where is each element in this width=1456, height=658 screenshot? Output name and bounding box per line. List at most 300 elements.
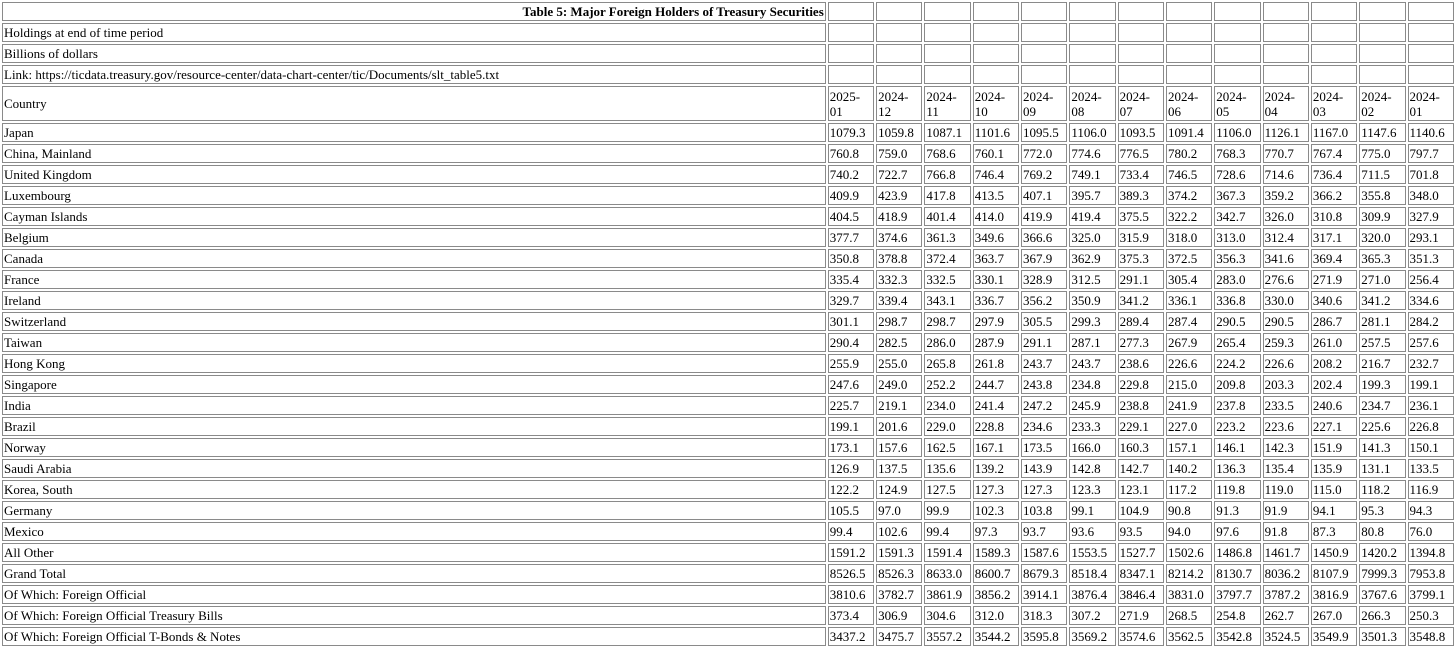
country-name: Mexico [2, 522, 826, 541]
holding-value: 143.9 [1021, 459, 1067, 478]
holding-value: 209.8 [1214, 375, 1260, 394]
holding-value: 1591.4 [924, 543, 970, 562]
period-header-part: 2024- [926, 88, 957, 104]
holding-value: 409.9 [828, 186, 874, 205]
empty-cell [1166, 23, 1212, 42]
holding-value: 123.3 [1069, 480, 1115, 499]
empty-cell [1118, 2, 1164, 21]
table-row [2, 606, 1454, 625]
holding-value: 760.8 [828, 144, 874, 163]
holding-value: 99.4 [828, 522, 874, 541]
empty-cell [1311, 2, 1357, 21]
holding-value: 90.8 [1166, 501, 1212, 520]
table-row [2, 375, 1454, 394]
period-header-part: 02 [1361, 103, 1375, 119]
holding-value: 775.0 [1359, 144, 1405, 163]
holding-value: 223.2 [1214, 417, 1260, 436]
holding-value: 291.1 [1021, 333, 1067, 352]
empty-cell [1359, 23, 1405, 42]
country-name: Grand Total [2, 564, 826, 583]
holding-value: 341.2 [1118, 291, 1164, 310]
holding-value: 423.9 [876, 186, 922, 205]
holding-value: 3501.3 [1359, 627, 1405, 646]
holding-value: 173.1 [828, 438, 874, 457]
holding-value: 249.0 [876, 375, 922, 394]
holding-value: 374.6 [876, 228, 922, 247]
holding-value: 407.1 [1021, 186, 1067, 205]
holding-value: 102.3 [973, 501, 1019, 520]
holding-value: 359.2 [1263, 186, 1309, 205]
holding-value: 266.3 [1359, 606, 1405, 625]
holding-value: 3816.9 [1311, 585, 1357, 604]
holding-value: 1059.8 [876, 123, 922, 142]
holding-value: 1147.6 [1359, 123, 1405, 142]
table-row [2, 144, 1454, 163]
holding-value: 327.9 [1408, 207, 1454, 226]
period-header-part: 2024- [1216, 88, 1247, 104]
holding-value: 341.6 [1263, 249, 1309, 268]
holding-value: 335.4 [828, 270, 874, 289]
period-header-part: 2024- [1312, 88, 1344, 104]
holding-value: 93.6 [1069, 522, 1115, 541]
holding-value: 356.3 [1214, 249, 1260, 268]
holding-value: 227.1 [1311, 417, 1357, 436]
holding-value: 240.6 [1311, 396, 1357, 415]
holding-value: 372.4 [924, 249, 970, 268]
empty-cell [828, 44, 874, 63]
holding-value: 8130.7 [1214, 564, 1260, 583]
table-title: Table 5: Major Foreign Holders of Treasury Securities [2, 2, 826, 21]
period-header-part: 03 [1312, 103, 1326, 119]
holding-value: 265.8 [924, 354, 970, 373]
holding-value: 289.4 [1118, 312, 1164, 331]
holding-value: 8679.3 [1021, 564, 1067, 583]
table-row [2, 354, 1454, 373]
holding-value: 1502.6 [1166, 543, 1212, 562]
holding-value: 8107.9 [1311, 564, 1357, 583]
table-row [2, 417, 1454, 436]
holding-value: 8518.4 [1069, 564, 1115, 583]
holding-value: 94.1 [1311, 501, 1357, 520]
holding-value: 208.2 [1311, 354, 1357, 373]
holding-value: 780.2 [1166, 144, 1212, 163]
holding-value: 229.0 [924, 417, 970, 436]
holding-value: 1106.0 [1069, 123, 1115, 142]
holding-value: 301.1 [828, 312, 874, 331]
holding-value: 373.4 [828, 606, 874, 625]
empty-cell [973, 44, 1019, 63]
holding-value: 203.3 [1263, 375, 1309, 394]
holding-value: 8347.1 [1118, 564, 1164, 583]
holding-value: 711.5 [1359, 165, 1405, 184]
holding-value: 8214.2 [1166, 564, 1212, 583]
holding-value: 282.5 [876, 333, 922, 352]
empty-cell [1359, 2, 1405, 21]
empty-cell [1311, 23, 1357, 42]
holding-value: 8600.7 [973, 564, 1019, 583]
holding-value: 350.8 [828, 249, 874, 268]
holding-value: 91.8 [1263, 522, 1309, 541]
holding-value: 367.3 [1214, 186, 1260, 205]
holding-value: 244.7 [973, 375, 1019, 394]
empty-cell [1408, 44, 1454, 63]
holding-value: 233.3 [1069, 417, 1115, 436]
holding-value: 8036.2 [1263, 564, 1309, 583]
holding-value: 135.6 [924, 459, 970, 478]
holding-value: 322.2 [1166, 207, 1212, 226]
period-header [924, 86, 970, 121]
holding-value: 93.7 [1021, 522, 1067, 541]
table-row [2, 522, 1454, 541]
holding-value: 236.1 [1408, 396, 1454, 415]
holding-value: 277.3 [1118, 333, 1164, 352]
country-name: India [2, 396, 826, 415]
country-name: Japan [2, 123, 826, 142]
country-name: Cayman Islands [2, 207, 826, 226]
holding-value: 766.8 [924, 165, 970, 184]
empty-cell [1214, 44, 1260, 63]
holding-value: 3574.6 [1118, 627, 1164, 646]
period-header [1118, 86, 1164, 121]
holding-value: 87.3 [1311, 522, 1357, 541]
period-header-part: 2024- [1167, 88, 1199, 104]
holding-value: 414.0 [973, 207, 1019, 226]
table-row [2, 291, 1454, 310]
holding-value: 297.9 [973, 312, 1019, 331]
holding-value: 329.7 [828, 291, 874, 310]
period-header [876, 86, 922, 121]
holding-value: 366.2 [1311, 186, 1357, 205]
holding-value: 173.5 [1021, 438, 1067, 457]
empty-cell [1311, 65, 1357, 84]
holding-value: 199.1 [828, 417, 874, 436]
holding-value: 127.3 [1021, 480, 1067, 499]
empty-cell [1166, 2, 1212, 21]
holding-value: 3549.9 [1311, 627, 1357, 646]
holding-value: 749.1 [1069, 165, 1115, 184]
holding-value: 769.2 [1021, 165, 1067, 184]
holding-value: 362.9 [1069, 249, 1115, 268]
period-header-part: 01 [1409, 103, 1423, 119]
country-name: Ireland [2, 291, 826, 310]
holding-value: 226.6 [1166, 354, 1212, 373]
holding-value: 8526.5 [828, 564, 874, 583]
holding-value: 3787.2 [1263, 585, 1309, 604]
holding-value: 318.3 [1021, 606, 1067, 625]
holding-value: 1591.3 [876, 543, 922, 562]
holding-value: 389.3 [1118, 186, 1164, 205]
holding-value: 99.9 [924, 501, 970, 520]
holding-value: 167.1 [973, 438, 1019, 457]
holding-value: 238.6 [1118, 354, 1164, 373]
holding-value: 3562.5 [1166, 627, 1212, 646]
empty-cell [1166, 65, 1212, 84]
holding-value: 378.8 [876, 249, 922, 268]
holding-value: 336.7 [973, 291, 1019, 310]
holding-value: 336.8 [1214, 291, 1260, 310]
holding-value: 361.3 [924, 228, 970, 247]
holding-value: 247.2 [1021, 396, 1067, 415]
holding-value: 286.7 [1311, 312, 1357, 331]
empty-cell [876, 23, 922, 42]
empty-cell [1118, 44, 1164, 63]
holding-value: 234.8 [1069, 375, 1115, 394]
holding-value: 312.4 [1263, 228, 1309, 247]
holding-value: 8526.3 [876, 564, 922, 583]
empty-cell [1021, 44, 1067, 63]
table-row [2, 123, 1454, 142]
period-header-part: 2024- [1361, 88, 1392, 104]
holding-value: 306.9 [876, 606, 922, 625]
empty-cell [1166, 44, 1212, 63]
country-name: Germany [2, 501, 826, 520]
holding-value: 3861.9 [924, 585, 970, 604]
holding-value: 133.5 [1408, 459, 1454, 478]
table-note: Holdings at end of time period [2, 23, 826, 42]
holding-value: 401.4 [924, 207, 970, 226]
empty-cell [1263, 2, 1309, 21]
holding-value: 3856.2 [973, 585, 1019, 604]
period-header [1021, 86, 1067, 121]
holding-value: 3569.2 [1069, 627, 1115, 646]
holding-value: 305.5 [1021, 312, 1067, 331]
holding-value: 1093.5 [1118, 123, 1164, 142]
holding-value: 76.0 [1408, 522, 1454, 541]
period-header [1214, 86, 1260, 121]
holding-value: 141.3 [1359, 438, 1405, 457]
holding-value: 225.6 [1359, 417, 1405, 436]
period-header-part: 10 [974, 103, 988, 119]
note-row [2, 44, 1454, 63]
country-name: Norway [2, 438, 826, 457]
country-name: Of Which: Foreign Official Treasury Bills [2, 606, 826, 625]
holding-value: 3876.4 [1069, 585, 1115, 604]
period-header-part: 05 [1216, 103, 1230, 119]
holding-value: 3782.7 [876, 585, 922, 604]
period-header [1069, 86, 1115, 121]
holding-value: 776.5 [1118, 144, 1164, 163]
holding-value: 310.8 [1311, 207, 1357, 226]
country-column-header: Country [2, 86, 826, 121]
table-row [2, 270, 1454, 289]
holding-value: 127.5 [924, 480, 970, 499]
holding-value: 3799.1 [1408, 585, 1454, 604]
table-row [2, 333, 1454, 352]
holding-value: 326.0 [1263, 207, 1309, 226]
table-row [2, 396, 1454, 415]
country-name: Belgium [2, 228, 826, 247]
holding-value: 290.4 [828, 333, 874, 352]
holding-value: 241.9 [1166, 396, 1212, 415]
period-header-part: 2024- [1023, 88, 1054, 104]
empty-cell [1263, 65, 1309, 84]
period-header-part: 2024- [974, 88, 1006, 104]
country-name: Singapore [2, 375, 826, 394]
holding-value: 281.1 [1359, 312, 1405, 331]
holding-value: 3595.8 [1021, 627, 1067, 646]
holding-value: 3810.6 [828, 585, 874, 604]
empty-cell [828, 23, 874, 42]
holding-value: 740.2 [828, 165, 874, 184]
holding-value: 418.9 [876, 207, 922, 226]
table-row [2, 312, 1454, 331]
holding-value: 325.0 [1069, 228, 1115, 247]
holding-value: 374.2 [1166, 186, 1212, 205]
empty-cell [1021, 2, 1067, 21]
holding-value: 363.7 [973, 249, 1019, 268]
holding-value: 351.3 [1408, 249, 1454, 268]
period-header [1263, 86, 1309, 121]
table-note: Link: https://ticdata.treasury.gov/resource-center/data-chart-center/tic/Documents/slt_table5.txt [2, 65, 826, 84]
holding-value: 3524.5 [1263, 627, 1309, 646]
period-header-part: 01 [829, 103, 843, 119]
holding-value: 312.5 [1069, 270, 1115, 289]
holding-value: 372.5 [1166, 249, 1212, 268]
period-header [1408, 86, 1454, 121]
holding-value: 304.6 [924, 606, 970, 625]
holding-value: 139.2 [973, 459, 1019, 478]
holding-value: 241.4 [973, 396, 1019, 415]
holding-value: 395.7 [1069, 186, 1115, 205]
holding-value: 1527.7 [1118, 543, 1164, 562]
holding-value: 284.2 [1408, 312, 1454, 331]
holding-value: 1106.0 [1214, 123, 1260, 142]
empty-cell [1408, 2, 1454, 21]
holding-value: 772.0 [1021, 144, 1067, 163]
empty-cell [1263, 23, 1309, 42]
holding-value: 136.3 [1214, 459, 1260, 478]
holding-value: 1079.3 [828, 123, 874, 142]
holding-value: 166.0 [1069, 438, 1115, 457]
period-header-part: 04 [1264, 103, 1278, 119]
holding-value: 287.4 [1166, 312, 1212, 331]
empty-cell [828, 65, 874, 84]
holding-value: 298.7 [876, 312, 922, 331]
holding-value: 228.8 [973, 417, 1019, 436]
holding-value: 94.0 [1166, 522, 1212, 541]
holding-value: 123.1 [1118, 480, 1164, 499]
holding-value: 366.6 [1021, 228, 1067, 247]
empty-cell [924, 23, 970, 42]
holding-value: 122.2 [828, 480, 874, 499]
holding-value: 290.5 [1214, 312, 1260, 331]
holding-value: 261.0 [1311, 333, 1357, 352]
holding-value: 97.0 [876, 501, 922, 520]
holding-value: 312.0 [973, 606, 1019, 625]
holding-value: 1126.1 [1263, 123, 1309, 142]
holding-value: 1420.2 [1359, 543, 1405, 562]
holding-value: 276.6 [1263, 270, 1309, 289]
holding-value: 3544.2 [973, 627, 1019, 646]
holding-value: 774.6 [1069, 144, 1115, 163]
holding-value: 369.4 [1311, 249, 1357, 268]
holding-value: 115.0 [1311, 480, 1357, 499]
table-row [2, 480, 1454, 499]
holding-value: 245.9 [1069, 396, 1115, 415]
holding-value: 3437.2 [828, 627, 874, 646]
holding-value: 3846.4 [1118, 585, 1164, 604]
holding-value: 342.7 [1214, 207, 1260, 226]
holding-value: 3548.8 [1408, 627, 1454, 646]
holding-value: 215.0 [1166, 375, 1212, 394]
period-header [1166, 86, 1212, 121]
holding-value: 261.8 [973, 354, 1019, 373]
holding-value: 135.4 [1263, 459, 1309, 478]
holding-value: 268.5 [1166, 606, 1212, 625]
empty-cell [1069, 23, 1115, 42]
holding-value: 97.6 [1214, 522, 1260, 541]
holding-value: 255.9 [828, 354, 874, 373]
holding-value: 80.8 [1359, 522, 1405, 541]
holding-value: 227.0 [1166, 417, 1212, 436]
holding-value: 202.4 [1311, 375, 1357, 394]
holding-value: 1167.0 [1311, 123, 1357, 142]
table-row [2, 501, 1454, 520]
holding-value: 1486.8 [1214, 543, 1260, 562]
holding-value: 142.7 [1118, 459, 1164, 478]
holding-value: 1091.4 [1166, 123, 1212, 142]
holding-value: 746.4 [973, 165, 1019, 184]
holding-value: 336.1 [1166, 291, 1212, 310]
holding-value: 234.0 [924, 396, 970, 415]
holding-value: 365.3 [1359, 249, 1405, 268]
holding-value: 1101.6 [973, 123, 1019, 142]
empty-cell [1021, 65, 1067, 84]
empty-cell [973, 23, 1019, 42]
empty-cell [924, 2, 970, 21]
holding-value: 252.2 [924, 375, 970, 394]
holding-value: 1450.9 [1311, 543, 1357, 562]
holding-value: 219.1 [876, 396, 922, 415]
holding-value: 199.1 [1408, 375, 1454, 394]
empty-cell [924, 44, 970, 63]
holding-value: 291.1 [1118, 270, 1164, 289]
holding-value: 103.8 [1021, 501, 1067, 520]
holding-value: 760.1 [973, 144, 1019, 163]
empty-cell [1214, 65, 1260, 84]
holding-value: 340.6 [1311, 291, 1357, 310]
country-name: Switzerland [2, 312, 826, 331]
holding-value: 330.1 [973, 270, 1019, 289]
holding-value: 3914.1 [1021, 585, 1067, 604]
holding-value: 3542.8 [1214, 627, 1260, 646]
table-note: Billions of dollars [2, 44, 826, 63]
table-row [2, 249, 1454, 268]
holding-value: 271.0 [1359, 270, 1405, 289]
holding-value: 226.8 [1408, 417, 1454, 436]
holding-value: 1461.7 [1263, 543, 1309, 562]
holding-value: 332.5 [924, 270, 970, 289]
holders-table-body [2, 2, 1454, 646]
table-row [2, 585, 1454, 604]
empty-cell [876, 44, 922, 63]
holding-value: 127.3 [973, 480, 1019, 499]
holding-value: 290.5 [1263, 312, 1309, 331]
empty-cell [1069, 44, 1115, 63]
period-header-part: 12 [878, 103, 892, 119]
holding-value: 3475.7 [876, 627, 922, 646]
holding-value: 349.6 [973, 228, 1019, 247]
holding-value: 102.6 [876, 522, 922, 541]
country-name: Brazil [2, 417, 826, 436]
holding-value: 759.0 [876, 144, 922, 163]
empty-cell [1069, 65, 1115, 84]
holding-value: 341.2 [1359, 291, 1405, 310]
holding-value: 377.7 [828, 228, 874, 247]
holding-value: 1087.1 [924, 123, 970, 142]
holding-value: 286.0 [924, 333, 970, 352]
holding-value: 142.3 [1263, 438, 1309, 457]
